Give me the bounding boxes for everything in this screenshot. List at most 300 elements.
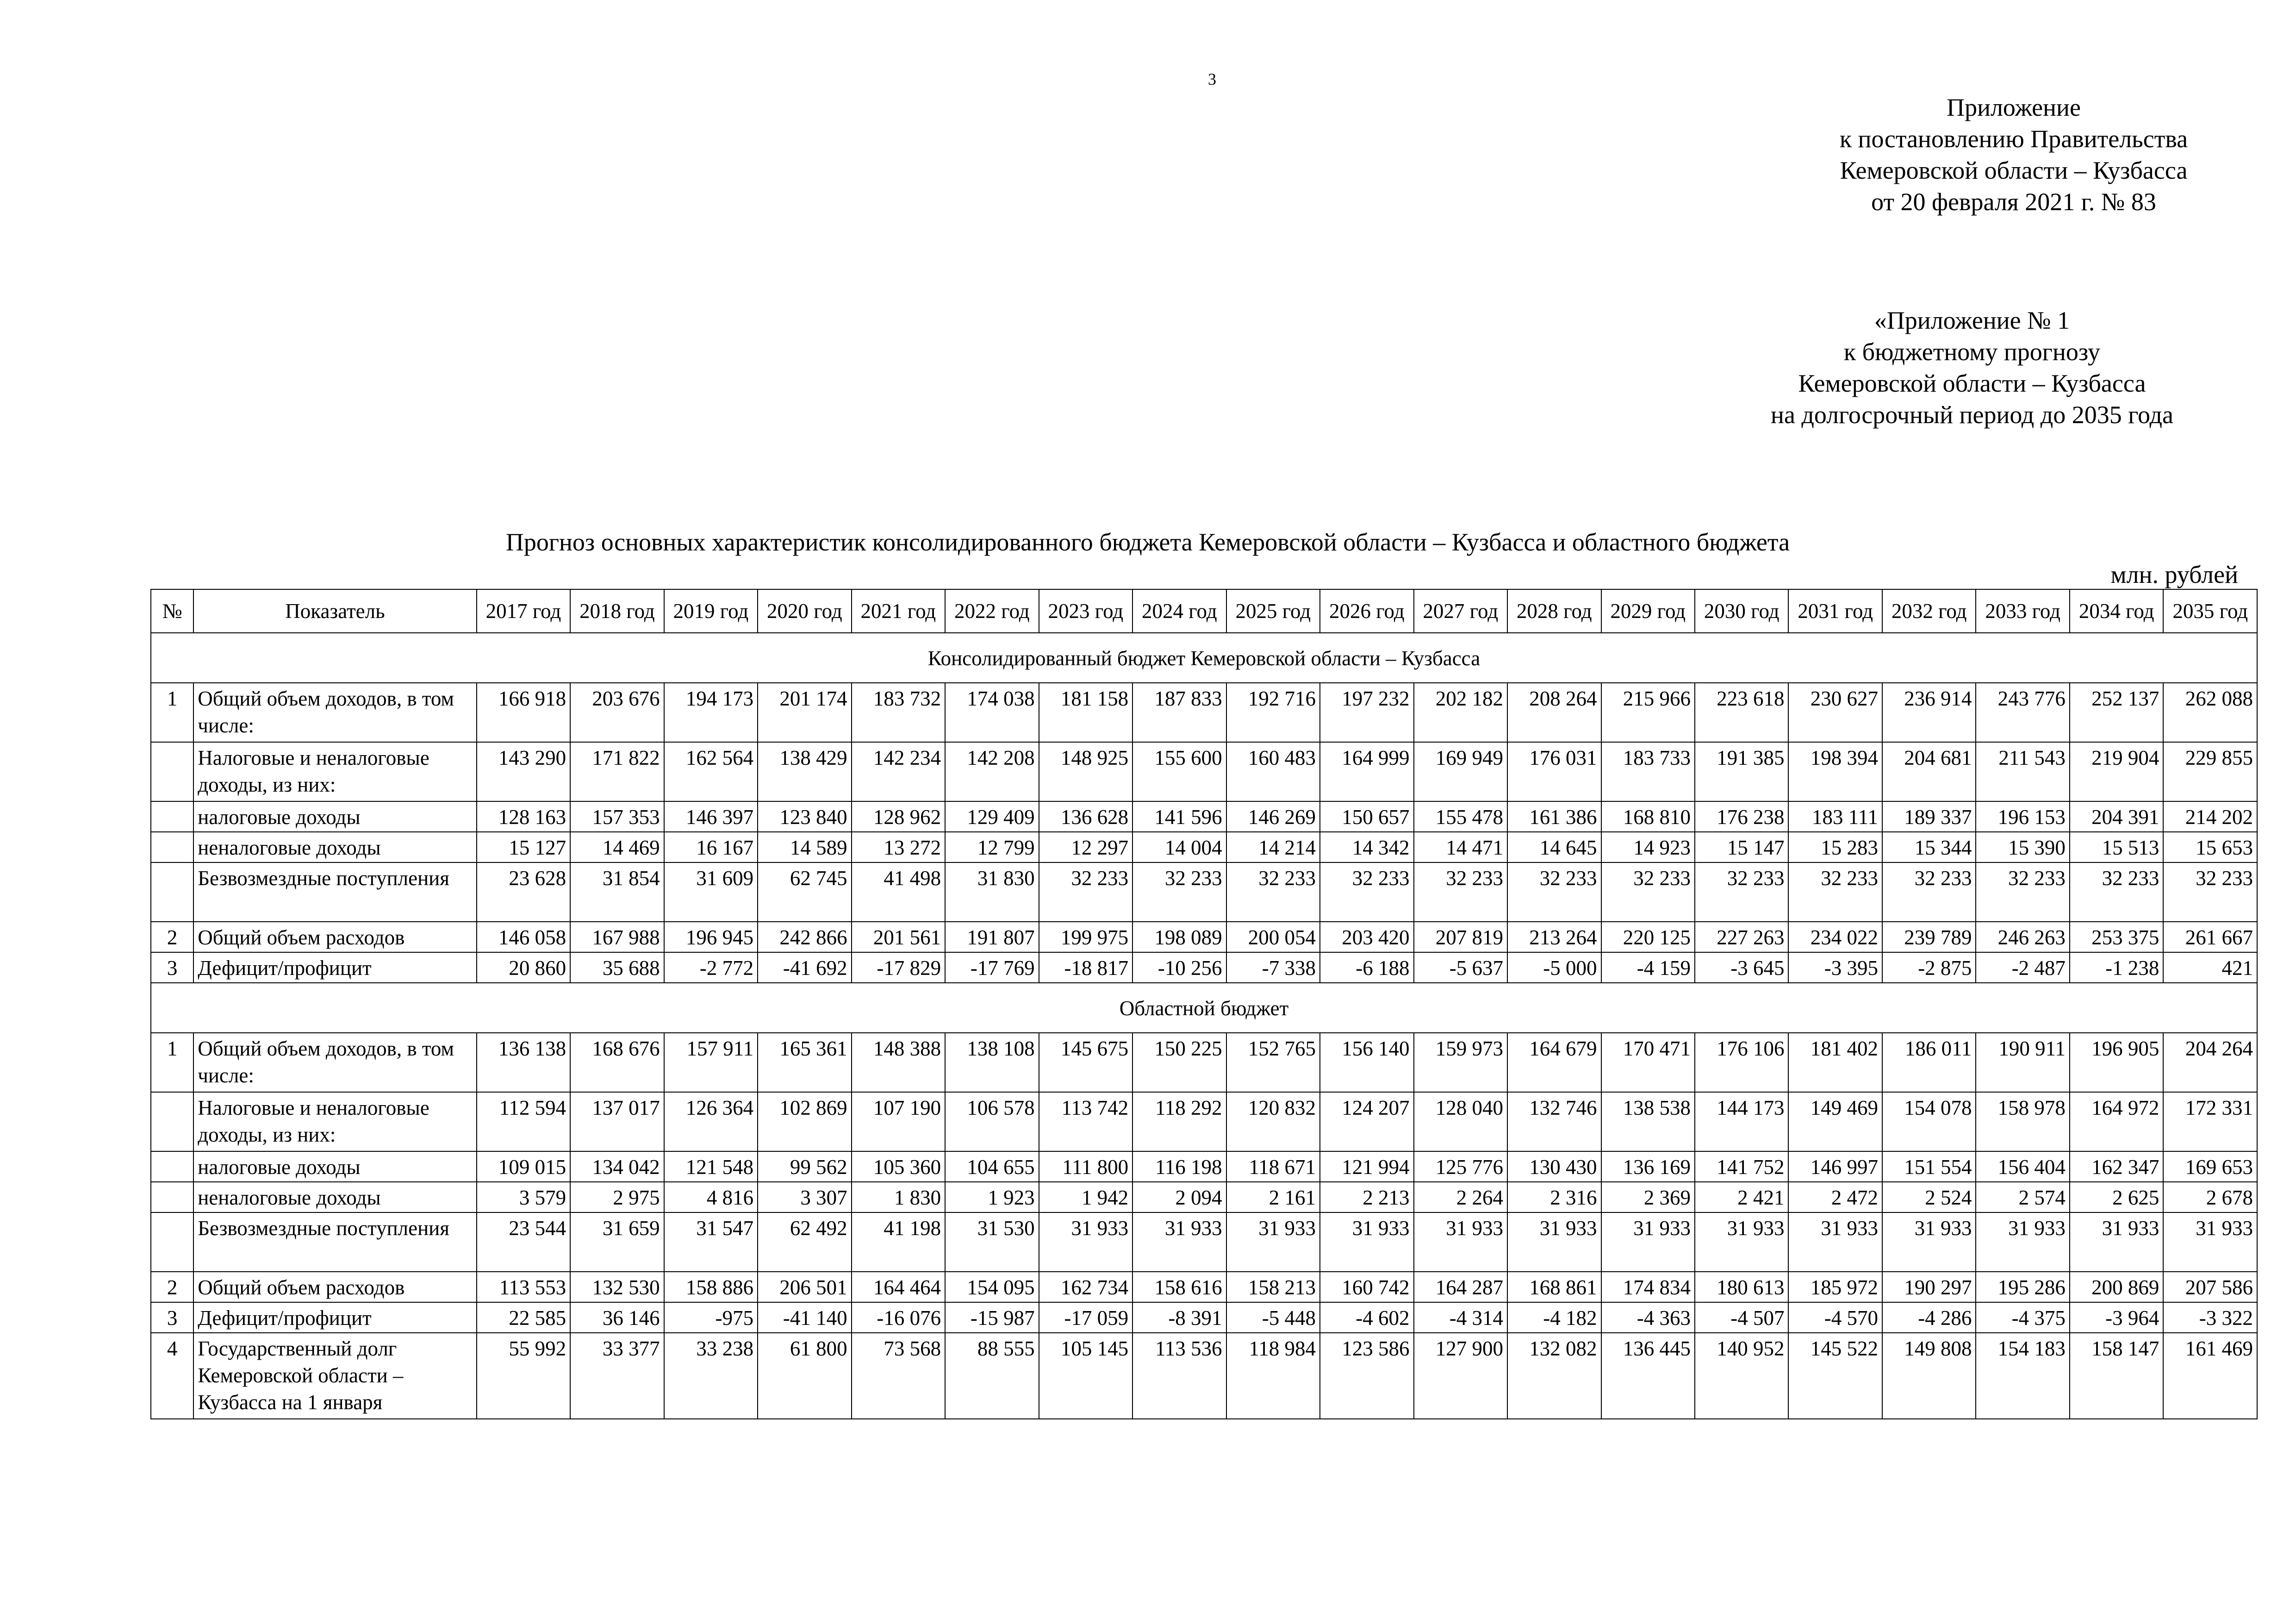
table-row bbox=[151, 1151, 2257, 1182]
value-cell: 33 238 bbox=[664, 1333, 758, 1419]
row-number: 2 bbox=[151, 922, 193, 952]
value-cell: 15 513 bbox=[2070, 832, 2163, 862]
value-cell: -4 286 bbox=[1882, 1302, 1976, 1333]
value-cell: 105 145 bbox=[1039, 1333, 1132, 1419]
value-cell: -10 256 bbox=[1132, 952, 1226, 983]
value-cell: 2 625 bbox=[2070, 1182, 2163, 1212]
value-cell: -41 692 bbox=[758, 952, 851, 983]
column-header-year: 2018 год bbox=[570, 589, 664, 633]
value-cell: 155 478 bbox=[1414, 801, 1507, 832]
value-cell: -975 bbox=[664, 1302, 758, 1333]
value-cell: 183 732 bbox=[852, 683, 945, 742]
value-cell: 62 492 bbox=[758, 1212, 851, 1272]
value-cell: 253 375 bbox=[2070, 922, 2163, 952]
value-cell: 227 263 bbox=[1695, 922, 1788, 952]
value-cell: 23 544 bbox=[477, 1212, 570, 1272]
value-cell: 2 421 bbox=[1695, 1182, 1788, 1212]
table-header-row bbox=[151, 589, 2257, 633]
value-cell: 32 233 bbox=[1507, 862, 1601, 922]
value-cell: 196 945 bbox=[664, 922, 758, 952]
value-cell: 33 377 bbox=[570, 1333, 664, 1419]
value-cell: 109 015 bbox=[477, 1151, 570, 1182]
value-cell: 105 360 bbox=[852, 1151, 945, 1182]
value-cell: 165 361 bbox=[758, 1033, 851, 1092]
value-cell: 32 233 bbox=[1320, 862, 1413, 922]
row-number bbox=[151, 1092, 193, 1151]
value-cell: 132 082 bbox=[1507, 1333, 1601, 1419]
value-cell: 113 742 bbox=[1039, 1092, 1132, 1151]
column-header-year: 2023 год bbox=[1039, 589, 1132, 633]
row-number: 3 bbox=[151, 952, 193, 983]
row-number bbox=[151, 1182, 193, 1212]
row-number bbox=[151, 1212, 193, 1272]
value-cell: 31 933 bbox=[1226, 1212, 1320, 1272]
value-cell: 150 225 bbox=[1132, 1033, 1226, 1092]
value-cell: 156 140 bbox=[1320, 1033, 1413, 1092]
row-number: 2 bbox=[151, 1272, 193, 1302]
value-cell: -4 159 bbox=[1601, 952, 1695, 983]
value-cell: 157 353 bbox=[570, 801, 664, 832]
value-cell: 13 272 bbox=[852, 832, 945, 862]
value-cell: 138 538 bbox=[1601, 1092, 1695, 1151]
value-cell: 1 942 bbox=[1039, 1182, 1132, 1212]
value-cell: 124 207 bbox=[1320, 1092, 1413, 1151]
value-cell: 123 586 bbox=[1320, 1333, 1413, 1419]
value-cell: 130 430 bbox=[1507, 1151, 1601, 1182]
row-number: 1 bbox=[151, 683, 193, 742]
value-cell: 15 390 bbox=[1976, 832, 2069, 862]
row-label: Дефицит/профицит bbox=[193, 952, 476, 983]
table-row bbox=[151, 1092, 2257, 1151]
value-cell: 31 933 bbox=[2070, 1212, 2163, 1272]
value-cell: -5 448 bbox=[1226, 1302, 1320, 1333]
value-cell: 136 628 bbox=[1039, 801, 1132, 832]
value-cell: 154 183 bbox=[1976, 1333, 2069, 1419]
value-cell: 1 830 bbox=[852, 1182, 945, 1212]
value-cell: 144 173 bbox=[1695, 1092, 1788, 1151]
value-cell: 41 498 bbox=[852, 862, 945, 922]
value-cell: 169 653 bbox=[2163, 1151, 2257, 1182]
value-cell: 138 429 bbox=[758, 742, 851, 801]
approval-header-line: от 20 февраля 2021 г. № 83 bbox=[1871, 188, 2156, 216]
value-cell: 2 678 bbox=[2163, 1182, 2257, 1212]
column-header-year: 2026 год bbox=[1320, 589, 1413, 633]
value-cell: 112 594 bbox=[477, 1092, 570, 1151]
value-cell: 214 202 bbox=[2163, 801, 2257, 832]
appendix-header-line: на долгосрочный период до 2035 года bbox=[1771, 401, 2173, 429]
value-cell: 213 264 bbox=[1507, 922, 1601, 952]
value-cell: 176 238 bbox=[1695, 801, 1788, 832]
value-cell: 204 264 bbox=[2163, 1033, 2257, 1092]
value-cell: 15 147 bbox=[1695, 832, 1788, 862]
column-header-year: 2033 год bbox=[1976, 589, 2069, 633]
value-cell: 168 676 bbox=[570, 1033, 664, 1092]
value-cell: -5 000 bbox=[1507, 952, 1601, 983]
column-header-year: 2031 год bbox=[1788, 589, 1882, 633]
value-cell: 31 530 bbox=[945, 1212, 1039, 1272]
column-header-year: 2019 год bbox=[664, 589, 758, 633]
value-cell: 2 472 bbox=[1788, 1182, 1882, 1212]
value-cell: -41 140 bbox=[758, 1302, 851, 1333]
value-cell: 203 676 bbox=[570, 683, 664, 742]
value-cell: 88 555 bbox=[945, 1333, 1039, 1419]
value-cell: 206 501 bbox=[758, 1272, 851, 1302]
value-cell: 219 904 bbox=[2070, 742, 2163, 801]
value-cell: 118 671 bbox=[1226, 1151, 1320, 1182]
value-cell: 146 058 bbox=[477, 922, 570, 952]
column-header-year: 2030 год bbox=[1695, 589, 1788, 633]
row-label: Дефицит/профицит bbox=[193, 1302, 476, 1333]
value-cell: 35 688 bbox=[570, 952, 664, 983]
value-cell: 203 420 bbox=[1320, 922, 1413, 952]
value-cell: 126 364 bbox=[664, 1092, 758, 1151]
value-cell: 132 530 bbox=[570, 1272, 664, 1302]
value-cell: 136 138 bbox=[477, 1033, 570, 1092]
column-header-indicator: Показатель bbox=[193, 589, 476, 633]
value-cell: 15 127 bbox=[477, 832, 570, 862]
value-cell: 183 111 bbox=[1788, 801, 1882, 832]
value-cell: 23 628 bbox=[477, 862, 570, 922]
value-cell: 180 613 bbox=[1695, 1272, 1788, 1302]
value-cell: 55 992 bbox=[477, 1333, 570, 1419]
value-cell: 158 147 bbox=[2070, 1333, 2163, 1419]
value-cell: 246 263 bbox=[1976, 922, 2069, 952]
column-header-number: № bbox=[151, 589, 193, 633]
value-cell: 32 233 bbox=[1788, 862, 1882, 922]
value-cell: 31 933 bbox=[1132, 1212, 1226, 1272]
value-cell: 31 659 bbox=[570, 1212, 664, 1272]
table-row bbox=[151, 1333, 2257, 1419]
table-row bbox=[151, 952, 2257, 983]
value-cell: 164 287 bbox=[1414, 1272, 1507, 1302]
value-cell: -4 375 bbox=[1976, 1302, 2069, 1333]
value-cell: 151 554 bbox=[1882, 1151, 1976, 1182]
approval-header-line: Кемеровской области – Кузбасса bbox=[1840, 156, 2188, 184]
appendix-header-line: «Приложение № 1 bbox=[1874, 306, 2070, 334]
column-header-year: 2017 год bbox=[477, 589, 570, 633]
value-cell: 31 609 bbox=[664, 862, 758, 922]
value-cell: 20 860 bbox=[477, 952, 570, 983]
units-label: млн. рублей bbox=[2110, 561, 2238, 588]
row-label: Налоговые и неналоговые доходы, из них: bbox=[193, 742, 476, 801]
document-title: Прогноз основных характеристик консолидированного бюджета Кемеровской области – Кузбасса и областного бюджета bbox=[505, 528, 1790, 556]
section-header-row bbox=[151, 633, 2257, 683]
row-number bbox=[151, 742, 193, 801]
value-cell: -2 487 bbox=[1976, 952, 2069, 983]
value-cell: -17 769 bbox=[945, 952, 1039, 983]
value-cell: 187 833 bbox=[1132, 683, 1226, 742]
value-cell: 127 900 bbox=[1414, 1333, 1507, 1419]
value-cell: 176 031 bbox=[1507, 742, 1601, 801]
value-cell: 32 233 bbox=[2163, 862, 2257, 922]
table-row bbox=[151, 832, 2257, 862]
value-cell: 162 564 bbox=[664, 742, 758, 801]
value-cell: 102 869 bbox=[758, 1092, 851, 1151]
value-cell: 164 972 bbox=[2070, 1092, 2163, 1151]
table-row bbox=[151, 801, 2257, 832]
value-cell: 223 618 bbox=[1695, 683, 1788, 742]
value-cell: 31 547 bbox=[664, 1212, 758, 1272]
value-cell: -4 570 bbox=[1788, 1302, 1882, 1333]
value-cell: 158 213 bbox=[1226, 1272, 1320, 1302]
value-cell: 2 213 bbox=[1320, 1182, 1413, 1212]
table-row bbox=[151, 1272, 2257, 1302]
value-cell: 137 017 bbox=[570, 1092, 664, 1151]
value-cell: 73 568 bbox=[852, 1333, 945, 1419]
value-cell: 158 886 bbox=[664, 1272, 758, 1302]
value-cell: 113 553 bbox=[477, 1272, 570, 1302]
value-cell: 32 233 bbox=[2070, 862, 2163, 922]
value-cell: 261 667 bbox=[2163, 922, 2257, 952]
table-row bbox=[151, 1182, 2257, 1212]
value-cell: 146 397 bbox=[664, 801, 758, 832]
value-cell: 198 089 bbox=[1132, 922, 1226, 952]
value-cell: 118 292 bbox=[1132, 1092, 1226, 1151]
row-label: Общий объем доходов, в том числе: bbox=[193, 1033, 476, 1092]
value-cell: 132 746 bbox=[1507, 1092, 1601, 1151]
value-cell: 2 094 bbox=[1132, 1182, 1226, 1212]
value-cell: 189 337 bbox=[1882, 801, 1976, 832]
value-cell: 31 933 bbox=[2163, 1212, 2257, 1272]
column-header-year: 2034 год bbox=[2070, 589, 2163, 633]
value-cell: 197 232 bbox=[1320, 683, 1413, 742]
value-cell: 201 174 bbox=[758, 683, 851, 742]
value-cell: 200 054 bbox=[1226, 922, 1320, 952]
value-cell: 181 402 bbox=[1788, 1033, 1882, 1092]
value-cell: 3 307 bbox=[758, 1182, 851, 1212]
value-cell: -18 817 bbox=[1039, 952, 1132, 983]
column-header-year: 2021 год bbox=[852, 589, 945, 633]
value-cell: 140 952 bbox=[1695, 1333, 1788, 1419]
value-cell: 2 524 bbox=[1882, 1182, 1976, 1212]
value-cell: 138 108 bbox=[945, 1033, 1039, 1092]
value-cell: 16 167 bbox=[664, 832, 758, 862]
value-cell: 164 464 bbox=[852, 1272, 945, 1302]
value-cell: 154 078 bbox=[1882, 1092, 1976, 1151]
column-header-year: 2032 год bbox=[1882, 589, 1976, 633]
value-cell: 14 342 bbox=[1320, 832, 1413, 862]
value-cell: 107 190 bbox=[852, 1092, 945, 1151]
value-cell: 174 038 bbox=[945, 683, 1039, 742]
value-cell: -5 637 bbox=[1414, 952, 1507, 983]
value-cell: 156 404 bbox=[1976, 1151, 2069, 1182]
value-cell: 128 163 bbox=[477, 801, 570, 832]
table-row bbox=[151, 922, 2257, 952]
value-cell: 31 933 bbox=[1882, 1212, 1976, 1272]
value-cell: 32 233 bbox=[1132, 862, 1226, 922]
value-cell: 166 918 bbox=[477, 683, 570, 742]
row-number bbox=[151, 862, 193, 922]
value-cell: 145 522 bbox=[1788, 1333, 1882, 1419]
value-cell: 121 994 bbox=[1320, 1151, 1413, 1182]
value-cell: -4 507 bbox=[1695, 1302, 1788, 1333]
value-cell: 215 966 bbox=[1601, 683, 1695, 742]
value-cell: 128 040 bbox=[1414, 1092, 1507, 1151]
value-cell: 176 106 bbox=[1695, 1033, 1788, 1092]
value-cell: 200 869 bbox=[2070, 1272, 2163, 1302]
column-header-year: 2025 год bbox=[1226, 589, 1320, 633]
row-label: Общий объем расходов bbox=[193, 1272, 476, 1302]
value-cell: 31 933 bbox=[1320, 1212, 1413, 1272]
table-row bbox=[151, 1212, 2257, 1272]
row-label: Налоговые и неналоговые доходы, из них: bbox=[193, 1092, 476, 1151]
value-cell: 2 975 bbox=[570, 1182, 664, 1212]
column-header-year: 2020 год bbox=[758, 589, 851, 633]
value-cell: -2 772 bbox=[664, 952, 758, 983]
value-cell: 186 011 bbox=[1882, 1033, 1976, 1092]
value-cell: 41 198 bbox=[852, 1212, 945, 1272]
value-cell: 142 208 bbox=[945, 742, 1039, 801]
table-row bbox=[151, 683, 2257, 742]
row-label: Безвозмездные поступления bbox=[193, 862, 476, 922]
value-cell: 190 911 bbox=[1976, 1033, 2069, 1092]
row-label: неналоговые доходы bbox=[193, 1182, 476, 1212]
value-cell: 146 997 bbox=[1788, 1151, 1882, 1182]
value-cell: 145 675 bbox=[1039, 1033, 1132, 1092]
appendix-header-line: Кемеровской области – Кузбасса bbox=[1798, 369, 2146, 397]
value-cell: 192 716 bbox=[1226, 683, 1320, 742]
row-label: налоговые доходы bbox=[193, 801, 476, 832]
value-cell: 2 316 bbox=[1507, 1182, 1601, 1212]
value-cell: 199 975 bbox=[1039, 922, 1132, 952]
value-cell: -7 338 bbox=[1226, 952, 1320, 983]
value-cell: 104 655 bbox=[945, 1151, 1039, 1182]
value-cell: 32 233 bbox=[1414, 862, 1507, 922]
value-cell: 14 469 bbox=[570, 832, 664, 862]
column-header-year: 2022 год bbox=[945, 589, 1039, 633]
value-cell: -15 987 bbox=[945, 1302, 1039, 1333]
value-cell: 211 543 bbox=[1976, 742, 2069, 801]
table-row bbox=[151, 862, 2257, 922]
value-cell: 160 742 bbox=[1320, 1272, 1413, 1302]
value-cell: 204 391 bbox=[2070, 801, 2163, 832]
value-cell: -4 182 bbox=[1507, 1302, 1601, 1333]
value-cell: -3 322 bbox=[2163, 1302, 2257, 1333]
value-cell: 242 866 bbox=[758, 922, 851, 952]
value-cell: 262 088 bbox=[2163, 683, 2257, 742]
column-header-year: 2029 год bbox=[1601, 589, 1695, 633]
value-cell: 99 562 bbox=[758, 1151, 851, 1182]
approval-header bbox=[1824, 92, 2203, 218]
value-cell: 32 233 bbox=[1039, 862, 1132, 922]
column-header-year: 2024 год bbox=[1132, 589, 1226, 633]
value-cell: 31 854 bbox=[570, 862, 664, 922]
value-cell: 152 765 bbox=[1226, 1033, 1320, 1092]
value-cell: 183 733 bbox=[1601, 742, 1695, 801]
value-cell: 195 286 bbox=[1976, 1272, 2069, 1302]
value-cell: 32 233 bbox=[1226, 862, 1320, 922]
value-cell: 196 905 bbox=[2070, 1033, 2163, 1092]
value-cell: 134 042 bbox=[570, 1151, 664, 1182]
value-cell: 32 233 bbox=[1601, 862, 1695, 922]
value-cell: 421 bbox=[2163, 952, 2257, 983]
value-cell: 118 984 bbox=[1226, 1333, 1320, 1419]
value-cell: 161 386 bbox=[1507, 801, 1601, 832]
value-cell: 111 800 bbox=[1039, 1151, 1132, 1182]
value-cell: 15 344 bbox=[1882, 832, 1976, 862]
value-cell: 160 483 bbox=[1226, 742, 1320, 801]
value-cell: 2 161 bbox=[1226, 1182, 1320, 1212]
value-cell: -4 314 bbox=[1414, 1302, 1507, 1333]
value-cell: 61 800 bbox=[758, 1333, 851, 1419]
value-cell: 150 657 bbox=[1320, 801, 1413, 832]
value-cell: 14 004 bbox=[1132, 832, 1226, 862]
column-header-year: 2027 год bbox=[1414, 589, 1507, 633]
approval-header-line: Приложение bbox=[1947, 94, 2081, 121]
value-cell: 198 394 bbox=[1788, 742, 1882, 801]
value-cell: 196 153 bbox=[1976, 801, 2069, 832]
value-cell: 207 586 bbox=[2163, 1272, 2257, 1302]
row-number bbox=[151, 1151, 193, 1182]
value-cell: 149 469 bbox=[1788, 1092, 1882, 1151]
value-cell: -17 829 bbox=[852, 952, 945, 983]
value-cell: 14 923 bbox=[1601, 832, 1695, 862]
value-cell: 154 095 bbox=[945, 1272, 1039, 1302]
value-cell: 174 834 bbox=[1601, 1272, 1695, 1302]
value-cell: 162 347 bbox=[2070, 1151, 2163, 1182]
row-number bbox=[151, 832, 193, 862]
value-cell: 31 933 bbox=[1039, 1212, 1132, 1272]
value-cell: 159 973 bbox=[1414, 1033, 1507, 1092]
budget-forecast-table bbox=[150, 589, 2258, 1419]
value-cell: 1 923 bbox=[945, 1182, 1039, 1212]
column-header-year: 2028 год bbox=[1507, 589, 1601, 633]
value-cell: 14 471 bbox=[1414, 832, 1507, 862]
value-cell: 2 264 bbox=[1414, 1182, 1507, 1212]
value-cell: 15 283 bbox=[1788, 832, 1882, 862]
value-cell: 129 409 bbox=[945, 801, 1039, 832]
appendix-header-line: к бюджетному прогнозу bbox=[1843, 338, 2101, 366]
value-cell: -16 076 bbox=[852, 1302, 945, 1333]
value-cell: 158 616 bbox=[1132, 1272, 1226, 1302]
value-cell: 191 385 bbox=[1695, 742, 1788, 801]
value-cell: 190 297 bbox=[1882, 1272, 1976, 1302]
row-label: налоговые доходы bbox=[193, 1151, 476, 1182]
appendix-header bbox=[1741, 305, 2203, 431]
value-cell: 168 861 bbox=[1507, 1272, 1601, 1302]
value-cell: 2 369 bbox=[1601, 1182, 1695, 1212]
row-label: Общий объем расходов bbox=[193, 922, 476, 952]
value-cell: -17 059 bbox=[1039, 1302, 1132, 1333]
value-cell: 185 972 bbox=[1788, 1272, 1882, 1302]
row-number: 1 bbox=[151, 1033, 193, 1092]
value-cell: 239 789 bbox=[1882, 922, 1976, 952]
value-cell: 168 810 bbox=[1601, 801, 1695, 832]
value-cell: 236 914 bbox=[1882, 683, 1976, 742]
row-number: 3 bbox=[151, 1302, 193, 1333]
value-cell: 207 819 bbox=[1414, 922, 1507, 952]
value-cell: 141 752 bbox=[1695, 1151, 1788, 1182]
value-cell: 149 808 bbox=[1882, 1333, 1976, 1419]
section-header-row bbox=[151, 983, 2257, 1033]
value-cell: 32 233 bbox=[1695, 862, 1788, 922]
value-cell: 230 627 bbox=[1788, 683, 1882, 742]
value-cell: 148 925 bbox=[1039, 742, 1132, 801]
table-row bbox=[151, 1302, 2257, 1333]
value-cell: 243 776 bbox=[1976, 683, 2069, 742]
value-cell: -8 391 bbox=[1132, 1302, 1226, 1333]
value-cell: 194 173 bbox=[664, 683, 758, 742]
value-cell: 62 745 bbox=[758, 862, 851, 922]
value-cell: 125 776 bbox=[1414, 1151, 1507, 1182]
section-title: Областной бюджет bbox=[151, 983, 2257, 1033]
row-number bbox=[151, 801, 193, 832]
value-cell: 32 233 bbox=[1976, 862, 2069, 922]
value-cell: 167 988 bbox=[570, 922, 664, 952]
value-cell: 155 600 bbox=[1132, 742, 1226, 801]
value-cell: 204 681 bbox=[1882, 742, 1976, 801]
value-cell: 123 840 bbox=[758, 801, 851, 832]
